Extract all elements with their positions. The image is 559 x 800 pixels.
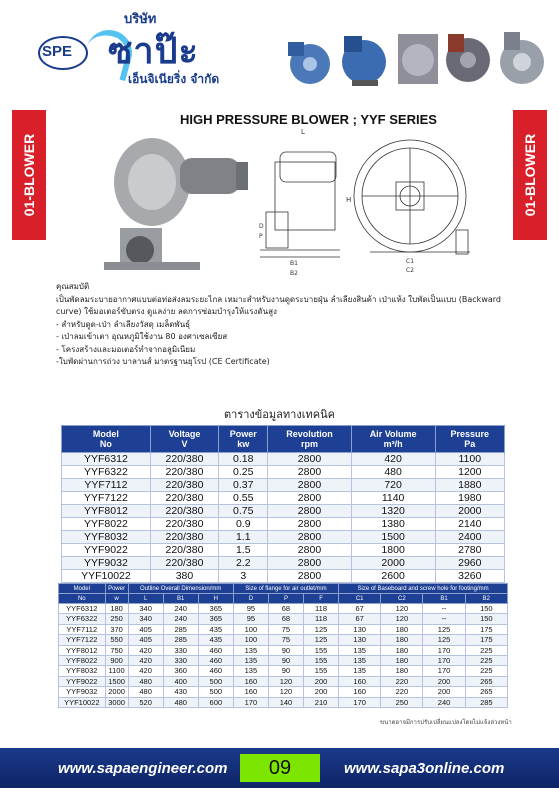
table-cell: YYF7122: [62, 492, 151, 505]
table-cell: 285: [163, 635, 198, 645]
table-cell: 1100: [105, 666, 128, 676]
table-row: [62, 492, 505, 505]
table-cell: YYF8022: [59, 656, 106, 666]
table-cell: YYF8012: [62, 505, 151, 518]
table-cell: 1980: [435, 492, 504, 505]
table-cell: 135: [339, 666, 381, 676]
table-cell: 250: [105, 614, 128, 624]
table-cell: 1320: [351, 505, 435, 518]
sub-header: B2: [465, 594, 507, 604]
table-cell: 135: [339, 656, 381, 666]
table-cell: 520: [128, 697, 163, 707]
table-cell: YYF9022: [59, 676, 106, 686]
table-cell: 120: [381, 604, 423, 614]
table-cell: 225: [465, 666, 507, 676]
table-row: [59, 635, 508, 645]
table-row: [59, 645, 508, 655]
table-cell: 95: [233, 614, 268, 624]
feature-line: - สำหรับดูด-เป่า ลำเลียงวัสดุ เมล็ดพันธุ์: [56, 319, 191, 329]
sub-header: w: [105, 594, 128, 604]
table-cell: 155: [303, 666, 338, 676]
table-cell: 100: [233, 635, 268, 645]
table-cell: 340: [128, 614, 163, 624]
dim-label-h: H: [346, 196, 352, 204]
table-cell: 90: [268, 645, 303, 655]
table-cell: 225: [465, 645, 507, 655]
table-cell: 460: [198, 666, 233, 676]
sub-header: No: [59, 594, 106, 604]
table-cell: 180: [381, 635, 423, 645]
table-cell: 3: [219, 570, 268, 583]
dimension-table: [58, 583, 508, 708]
table-cell: 2140: [435, 518, 504, 531]
table-row: [59, 666, 508, 676]
table-cell: YYF7112: [62, 479, 151, 492]
table-cell: 220/380: [150, 518, 218, 531]
table-cell: 1140: [351, 492, 435, 505]
table-cell: 460: [198, 645, 233, 655]
table-cell: 100: [233, 624, 268, 634]
sub-header: P: [268, 594, 303, 604]
dim-label-b1: B1: [290, 260, 298, 267]
table-cell: 180: [105, 604, 128, 614]
table-cell: 1200: [435, 466, 504, 479]
table-cell: 160: [233, 676, 268, 686]
table-cell: 480: [351, 466, 435, 479]
disclaimer-note: ขนาดอาจมีการปรับเปลี่ยนแปลงโดยไม่แจ้งล่วงหน้า: [380, 719, 512, 726]
table-cell: 3000: [105, 697, 128, 707]
side-tab-left: [12, 110, 46, 240]
table-cell: --: [423, 604, 465, 614]
table-cell: 120: [268, 676, 303, 686]
table-cell: 1.5: [219, 544, 268, 557]
table-cell: 1880: [435, 479, 504, 492]
table-cell: 480: [163, 697, 198, 707]
table-cell: 365: [198, 604, 233, 614]
table-cell: 68: [268, 614, 303, 624]
table-row: [59, 656, 508, 666]
table-cell: 435: [198, 624, 233, 634]
table-row: [59, 687, 508, 697]
table-cell: 405: [128, 624, 163, 634]
group-header: Power: [105, 584, 128, 594]
table-cell: 2000: [435, 505, 504, 518]
table-cell: 225: [465, 656, 507, 666]
table-cell: 2800: [268, 531, 351, 544]
table-cell: 1500: [351, 531, 435, 544]
table-cell: 240: [163, 604, 198, 614]
table-cell: 0.55: [219, 492, 268, 505]
table-cell: 370: [105, 624, 128, 634]
table-cell: 420: [128, 656, 163, 666]
table-cell: 170: [423, 645, 465, 655]
table-cell: 265: [465, 676, 507, 686]
table-cell: YYF6312: [62, 453, 151, 466]
table-cell: 140: [268, 697, 303, 707]
table-cell: 0.75: [219, 505, 268, 518]
table-cell: 160: [339, 687, 381, 697]
table-cell: 130: [339, 624, 381, 634]
table-cell: 1.1: [219, 531, 268, 544]
table-cell: 750: [105, 645, 128, 655]
table-row: [62, 557, 505, 570]
table-cell: 2800: [268, 557, 351, 570]
table-cell: 90: [268, 666, 303, 676]
table-cell: 90: [268, 656, 303, 666]
feature-line: - เป่าลมเข้าเตา อุณหภูมิใช้งาน 80 องศาเซลเซียส: [56, 332, 228, 341]
blower-photo-icon: [342, 36, 386, 86]
page-title: HIGH PRESSURE BLOWER ; YYF SERIES: [180, 112, 437, 127]
table-cell: 380: [150, 570, 218, 583]
table-cell: 360: [163, 666, 198, 676]
logo-text: SPE: [42, 43, 73, 60]
table-cell: 200: [303, 687, 338, 697]
table-row: [62, 505, 505, 518]
table-cell: 1800: [351, 544, 435, 557]
table-cell: 180: [381, 656, 423, 666]
table-cell: 2800: [268, 453, 351, 466]
company-prefix: บริษัท: [124, 12, 157, 27]
table-cell: 125: [303, 635, 338, 645]
website-link-left[interactable]: www.sapaengineer.com: [58, 760, 228, 777]
table-cell: 2800: [268, 544, 351, 557]
table-cell: 2800: [268, 505, 351, 518]
col-header: Pressure Pa: [435, 426, 504, 453]
spec-table-header: [62, 426, 505, 453]
table-cell: 135: [233, 666, 268, 676]
table-cell: 170: [339, 697, 381, 707]
blower-photo-icon: [446, 34, 490, 82]
feature-line: -ใบพัดผ่านการถ่วง บาลานส์ มาตรฐานยุโรป (CE Certificate): [56, 357, 270, 366]
table-row: [62, 570, 505, 583]
table-cell: 550: [105, 635, 128, 645]
table-cell: 430: [163, 687, 198, 697]
features-block: [56, 281, 516, 369]
table-cell: 0.9: [219, 518, 268, 531]
table-cell: YYF8032: [62, 531, 151, 544]
table-cell: 420: [128, 666, 163, 676]
table-cell: --: [423, 614, 465, 624]
sub-header: C1: [339, 594, 381, 604]
table-cell: 240: [423, 697, 465, 707]
table-cell: 120: [268, 687, 303, 697]
table-cell: 720: [351, 479, 435, 492]
table-cell: 0.18: [219, 453, 268, 466]
table-cell: 365: [198, 614, 233, 624]
sub-header: F: [303, 594, 338, 604]
sub-header: C2: [381, 594, 423, 604]
table-row: [62, 518, 505, 531]
table-cell: 500: [198, 676, 233, 686]
table-cell: 180: [381, 624, 423, 634]
table-cell: 68: [268, 604, 303, 614]
table-cell: 150: [465, 614, 507, 624]
table-row: [59, 676, 508, 686]
blower-product-photo: [104, 138, 248, 270]
table-row: [62, 531, 505, 544]
table-cell: 2000: [105, 687, 128, 697]
col-header: Model No: [62, 426, 151, 453]
table-cell: 330: [163, 656, 198, 666]
table-cell: 2780: [435, 544, 504, 557]
table-cell: 135: [233, 656, 268, 666]
dim-label-l: L: [301, 128, 305, 136]
sub-header: B1: [423, 594, 465, 604]
table-cell: 125: [303, 624, 338, 634]
table-cell: 480: [128, 676, 163, 686]
table-cell: 285: [163, 624, 198, 634]
table-cell: 150: [465, 604, 507, 614]
dim-label-c1: C1: [406, 258, 415, 265]
table-cell: YYF8032: [59, 666, 106, 676]
blower-photo-icon: [398, 34, 438, 84]
table-cell: 2800: [268, 466, 351, 479]
table-cell: 2800: [268, 518, 351, 531]
dim-label-d: D: [259, 223, 264, 230]
table-cell: 2800: [268, 570, 351, 583]
table-cell: 160: [233, 687, 268, 697]
dim-label-b2: B2: [290, 270, 298, 277]
table-cell: 220/380: [150, 557, 218, 570]
table-row: [62, 479, 505, 492]
table-cell: 460: [198, 656, 233, 666]
table-cell: 330: [163, 645, 198, 655]
group-header: Size of flange for air outlet/mm: [233, 584, 338, 594]
table-cell: 2800: [268, 479, 351, 492]
table-cell: 160: [339, 676, 381, 686]
table-row: [62, 466, 505, 479]
spec-table-title: ตารางข้อมูลทางเทคนิค: [224, 408, 335, 421]
table-cell: 240: [163, 614, 198, 624]
table-cell: 135: [339, 645, 381, 655]
table-cell: 118: [303, 604, 338, 614]
table-cell: 180: [381, 645, 423, 655]
sub-header: D: [233, 594, 268, 604]
table-cell: 220/380: [150, 466, 218, 479]
table-row: [59, 624, 508, 634]
table-cell: 175: [465, 635, 507, 645]
dimension-table-group-header: [59, 584, 508, 594]
table-row: [62, 544, 505, 557]
table-cell: YYF9022: [62, 544, 151, 557]
table-cell: 0.37: [219, 479, 268, 492]
table-cell: 130: [339, 635, 381, 645]
table-cell: 405: [128, 635, 163, 645]
table-cell: 220/380: [150, 505, 218, 518]
table-cell: 210: [303, 697, 338, 707]
table-cell: 67: [339, 614, 381, 624]
table-cell: 285: [465, 697, 507, 707]
group-header: Size of Baseboard and screw hole for footing/mm: [339, 584, 508, 594]
features-heading: คุณสมบัติ: [56, 282, 90, 291]
table-cell: 175: [465, 624, 507, 634]
table-cell: 250: [381, 697, 423, 707]
table-cell: 900: [105, 656, 128, 666]
feature-line: curve) ใช้มอเตอร์ขับตรง ดูแลง่าย ลดการซ่อมบำรุงให้แรงดันสูง: [56, 307, 277, 316]
table-row: [59, 697, 508, 707]
table-cell: 1100: [435, 453, 504, 466]
dim-label-c2: C2: [406, 267, 415, 274]
table-cell: YYF9032: [59, 687, 106, 697]
table-cell: YYF7122: [59, 635, 106, 645]
table-cell: 220/380: [150, 453, 218, 466]
table-cell: 3260: [435, 570, 504, 583]
col-header: Revolution rpm: [268, 426, 351, 453]
feature-line: - โครงสร้างและมอเตอร์ทำจากอลูมิเนียม: [56, 344, 196, 354]
sub-header: B1: [163, 594, 198, 604]
blower-diagram: [100, 122, 490, 282]
table-row: [62, 453, 505, 466]
dim-label-p: P: [259, 233, 263, 240]
table-cell: 2960: [435, 557, 504, 570]
table-cell: 2400: [435, 531, 504, 544]
table-cell: 75: [268, 624, 303, 634]
table-row: [59, 614, 508, 624]
company-subtitle: เอ็นจิเนียริ่ง จำกัด: [128, 72, 220, 86]
side-tab-right: [513, 110, 547, 240]
col-header: Voltage V: [150, 426, 218, 453]
website-link-right[interactable]: www.sapa3online.com: [344, 760, 505, 777]
table-cell: YYF9032: [62, 557, 151, 570]
table-cell: 170: [233, 697, 268, 707]
table-cell: 2800: [268, 492, 351, 505]
table-cell: 200: [303, 676, 338, 686]
table-cell: 265: [465, 687, 507, 697]
table-cell: YYF10022: [59, 697, 106, 707]
table-cell: YYF6322: [62, 466, 151, 479]
table-cell: 220/380: [150, 492, 218, 505]
page-number: 09: [240, 754, 320, 782]
table-cell: YYF6322: [59, 614, 106, 624]
table-cell: 400: [163, 676, 198, 686]
table-cell: 420: [128, 645, 163, 655]
table-cell: 600: [198, 697, 233, 707]
table-cell: 220/380: [150, 479, 218, 492]
table-cell: 435: [198, 635, 233, 645]
blower-photo-icon: [288, 42, 330, 84]
table-cell: 125: [423, 635, 465, 645]
table-cell: YYF6312: [59, 604, 106, 614]
blower-photos: [282, 22, 552, 92]
table-cell: 170: [423, 666, 465, 676]
table-cell: 95: [233, 604, 268, 614]
col-header: Power kw: [219, 426, 268, 453]
table-row: [59, 604, 508, 614]
table-cell: 170: [423, 656, 465, 666]
table-cell: 155: [303, 645, 338, 655]
sub-header: L: [128, 594, 163, 604]
table-cell: 67: [339, 604, 381, 614]
spec-table: [61, 425, 505, 583]
table-cell: 1500: [105, 676, 128, 686]
table-cell: YYF8012: [59, 645, 106, 655]
company-name: ซาป๊ะ: [108, 31, 199, 72]
table-cell: 2600: [351, 570, 435, 583]
table-cell: 500: [198, 687, 233, 697]
table-cell: 420: [351, 453, 435, 466]
table-cell: YYF7112: [59, 624, 106, 634]
table-cell: 118: [303, 614, 338, 624]
side-tab-label: 01-BLOWER: [522, 133, 538, 217]
header: [0, 0, 559, 96]
side-view-drawing: [260, 152, 340, 257]
dimension-table-sub-header: [59, 594, 508, 604]
table-cell: 120: [381, 614, 423, 624]
table-cell: 220/380: [150, 544, 218, 557]
table-cell: YYF8022: [62, 518, 151, 531]
table-cell: 1380: [351, 518, 435, 531]
table-cell: 75: [268, 635, 303, 645]
table-cell: 2000: [351, 557, 435, 570]
table-cell: 220/380: [150, 531, 218, 544]
table-cell: 480: [128, 687, 163, 697]
group-header: Outline Overall Dimension/mm: [128, 584, 233, 594]
table-cell: 2.2: [219, 557, 268, 570]
sub-header: H: [198, 594, 233, 604]
col-header: Air Volume m³/h: [351, 426, 435, 453]
table-cell: 200: [423, 687, 465, 697]
table-cell: 155: [303, 656, 338, 666]
table-cell: 125: [423, 624, 465, 634]
blower-photo-icon: [500, 32, 544, 84]
table-cell: 340: [128, 604, 163, 614]
side-tab-label: 01-BLOWER: [21, 133, 37, 217]
table-cell: YYF10022: [62, 570, 151, 583]
table-cell: 180: [381, 666, 423, 676]
table-cell: 220: [381, 687, 423, 697]
group-header: Model: [59, 584, 106, 594]
feature-line: เป็นพัดลมระบายอากาศแบบต่อท่อส่งลมระยะไกล เหมาะสำหรับงานดูดระบายฝุ่น ลำเลียงสินค้า เป่าแห้ง ใบพัดเป็นแบบ (Backward: [56, 294, 501, 304]
table-cell: 135: [233, 645, 268, 655]
table-cell: 200: [423, 676, 465, 686]
table-cell: 0.25: [219, 466, 268, 479]
table-cell: 220: [381, 676, 423, 686]
front-view-drawing: [354, 140, 470, 254]
